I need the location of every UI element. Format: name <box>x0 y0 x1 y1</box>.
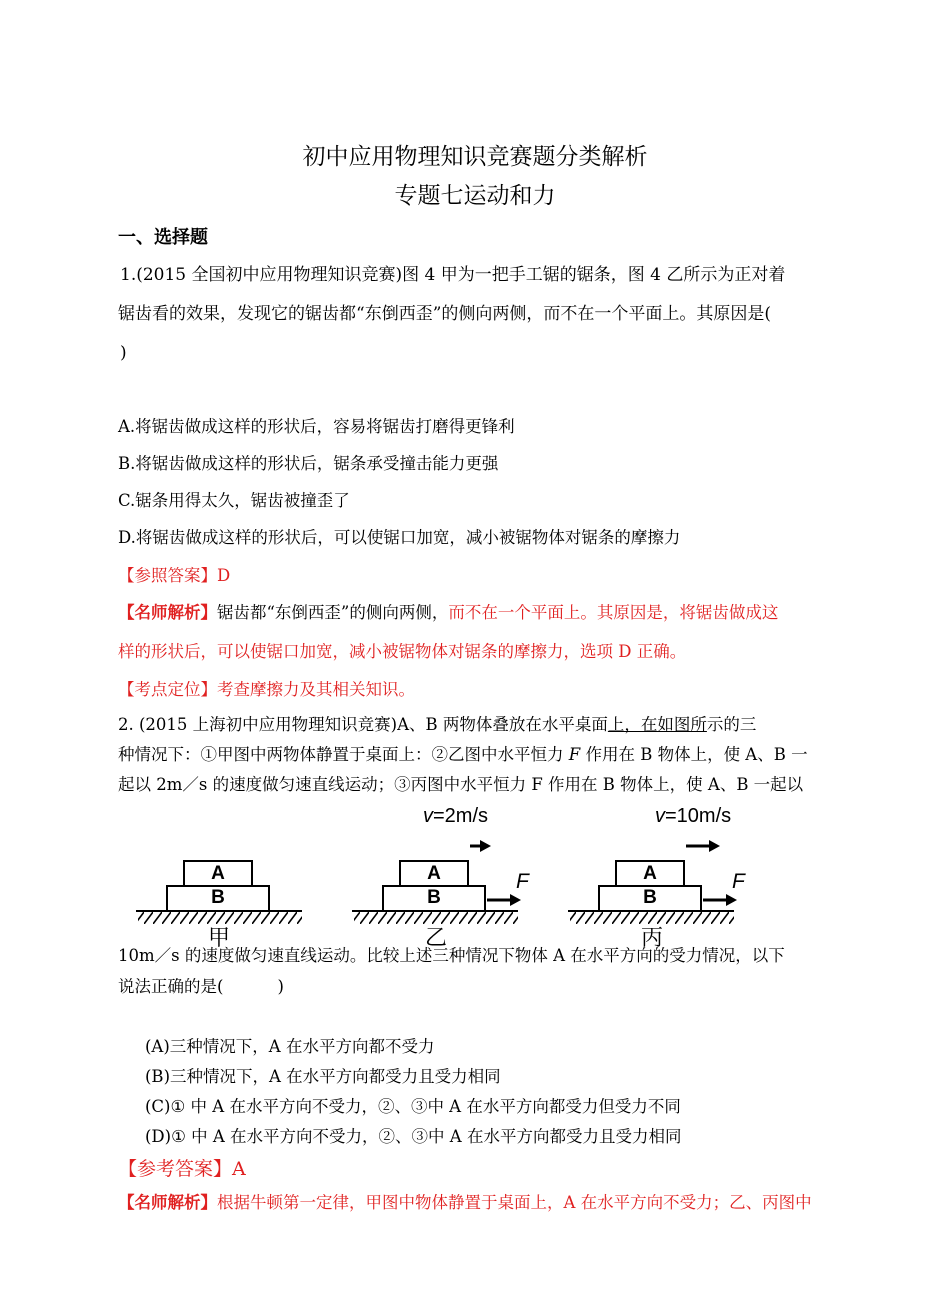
q2-line1-b: 示的三 <box>706 715 757 734</box>
q2-answer-value: A <box>232 1158 246 1180</box>
q2-option-d: (D)① 中 A 在水平方向不受力，②、③中 A 在水平方向都受力且受力相同 <box>145 1127 682 1146</box>
q2-option-a: (A)三种情况下，A 在水平方向都不受力 <box>145 1037 435 1056</box>
q1-option-d: D.将锯齿做成这样的形状后，可以使锯口加宽，减小被锯物体对锯条的摩擦力 <box>118 528 681 547</box>
q2-line5 <box>118 977 284 997</box>
q1-analysis-tag: 【名师解析】 <box>118 603 217 622</box>
block-b-label-yi: B <box>427 887 441 908</box>
q2-line5-text: 说法正确的是( <box>118 977 224 996</box>
q1-option-c: C.锯条用得太久，锯齿被撞歪了 <box>118 491 350 510</box>
velocity-label-3: v=10m/s <box>655 805 732 827</box>
q1-line3: ) <box>120 343 127 363</box>
q1-analysis-red: 而不在一个平面上。其原因是，将锯齿做成这 <box>448 603 779 622</box>
diagram-jia <box>136 861 302 950</box>
q1-option-a: A.将锯齿做成这样的形状后，容易将锯齿打磨得更锋利 <box>118 417 515 436</box>
q2-line5-end: ) <box>277 977 284 996</box>
block-a-label-bing: A <box>643 863 657 884</box>
q2-line2-b: 作用在 B 物体上，使 A、B 一 <box>580 745 808 764</box>
q1-line2: 锯齿看的效果，发现它的锯齿都“东倒西歪”的侧向两侧，而不在一个平面上。其原因是( <box>118 304 772 324</box>
caption-yi: 乙 <box>424 925 448 950</box>
page-subtitle: 专题七运动和力 <box>394 183 556 209</box>
q2-line1-a: 2. (2015 上海初中应用物理知识竞赛)A、B 两物体叠放在水平桌面 <box>118 715 608 734</box>
velocity-label-2: v=2m/s <box>423 805 489 827</box>
q2-answer <box>118 1158 246 1181</box>
caption-jia: 甲 <box>207 925 231 950</box>
q1-point-tag: 【考点定位】 <box>118 680 217 699</box>
q1-answer-tag: 【参照答案】 <box>118 566 217 585</box>
q2-line2-f: F <box>568 745 581 764</box>
force-label-yi: F <box>516 870 529 893</box>
q2-analysis-red: 置于桌面上，A 在水平方向不受力；乙、丙图中 <box>464 1193 812 1212</box>
q2-line4: 10m／s 的速度做匀速直线运动。比较上述三种情况下物体 A 在水平方向的受力情况，以下 <box>118 946 785 965</box>
q2-line2-a: 种情况下：①甲图中两物体静置于桌面上：②乙图中水平恒力 <box>118 745 569 764</box>
q2-answer-tag: 【参考答案】 <box>118 1158 233 1180</box>
block-a-label-jia: A <box>211 863 225 884</box>
page-title: 初中应用物理知识竞赛题分类解析 <box>302 144 648 170</box>
block-a-label-yi: A <box>427 863 441 884</box>
force-label-bing: F <box>732 870 745 893</box>
q2-line1 <box>118 715 756 735</box>
q2-analysis-tag: 【名师解析】 <box>118 1193 217 1212</box>
block-figure <box>0 795 950 955</box>
q1-analysis-line1 <box>118 603 778 623</box>
section-heading: 一、选择题 <box>118 227 208 248</box>
q2-analysis-line1 <box>118 1193 812 1213</box>
q1-answer-value: D <box>217 566 231 585</box>
q2-line2 <box>118 745 808 765</box>
q1-point <box>118 680 415 700</box>
diagram-bing <box>568 840 746 950</box>
q1-option-b: B.将锯齿做成这样的形状后，锯条承受撞击能力更强 <box>118 454 499 473</box>
q2-line1-underline: 上，在如图所 <box>607 715 707 734</box>
q2-option-c: (C)① 中 A 在水平方向不受力，②、③中 A 在水平方向都受力但受力不同 <box>145 1097 681 1116</box>
q2-option-b: (B)三种情况下，A 在水平方向都受力且受力相同 <box>145 1067 501 1086</box>
caption-bing: 丙 <box>640 925 664 950</box>
block-b-label-bing: B <box>643 887 657 908</box>
q1-analysis-black: 锯齿都“东倒西歪”的侧向两侧， <box>217 603 449 622</box>
q1-analysis-line2: 样的形状后，可以使锯口加宽，减小被锯物体对锯条的摩擦力，选项 D 正确。 <box>118 642 687 661</box>
q2-line3: 起以 2m／s 的速度做匀速直线运动；③丙图中水平恒力 F 作用在 B 物体上，使 A、B 一起以 <box>118 775 804 794</box>
q1-line1: 1.(2015 全国初中应用物理知识竞赛)图 4 甲为一把手工锯的锯条，图 4 乙所示为正对着 <box>120 265 786 285</box>
q2-analysis-black: 根据牛顿第一定律，甲图中物体静 <box>217 1193 465 1212</box>
block-b-label-jia: B <box>211 887 225 908</box>
q1-point-text: 考查摩擦力及其相关知识。 <box>217 680 415 699</box>
q1-answer <box>118 566 230 586</box>
diagram-yi <box>352 840 530 950</box>
